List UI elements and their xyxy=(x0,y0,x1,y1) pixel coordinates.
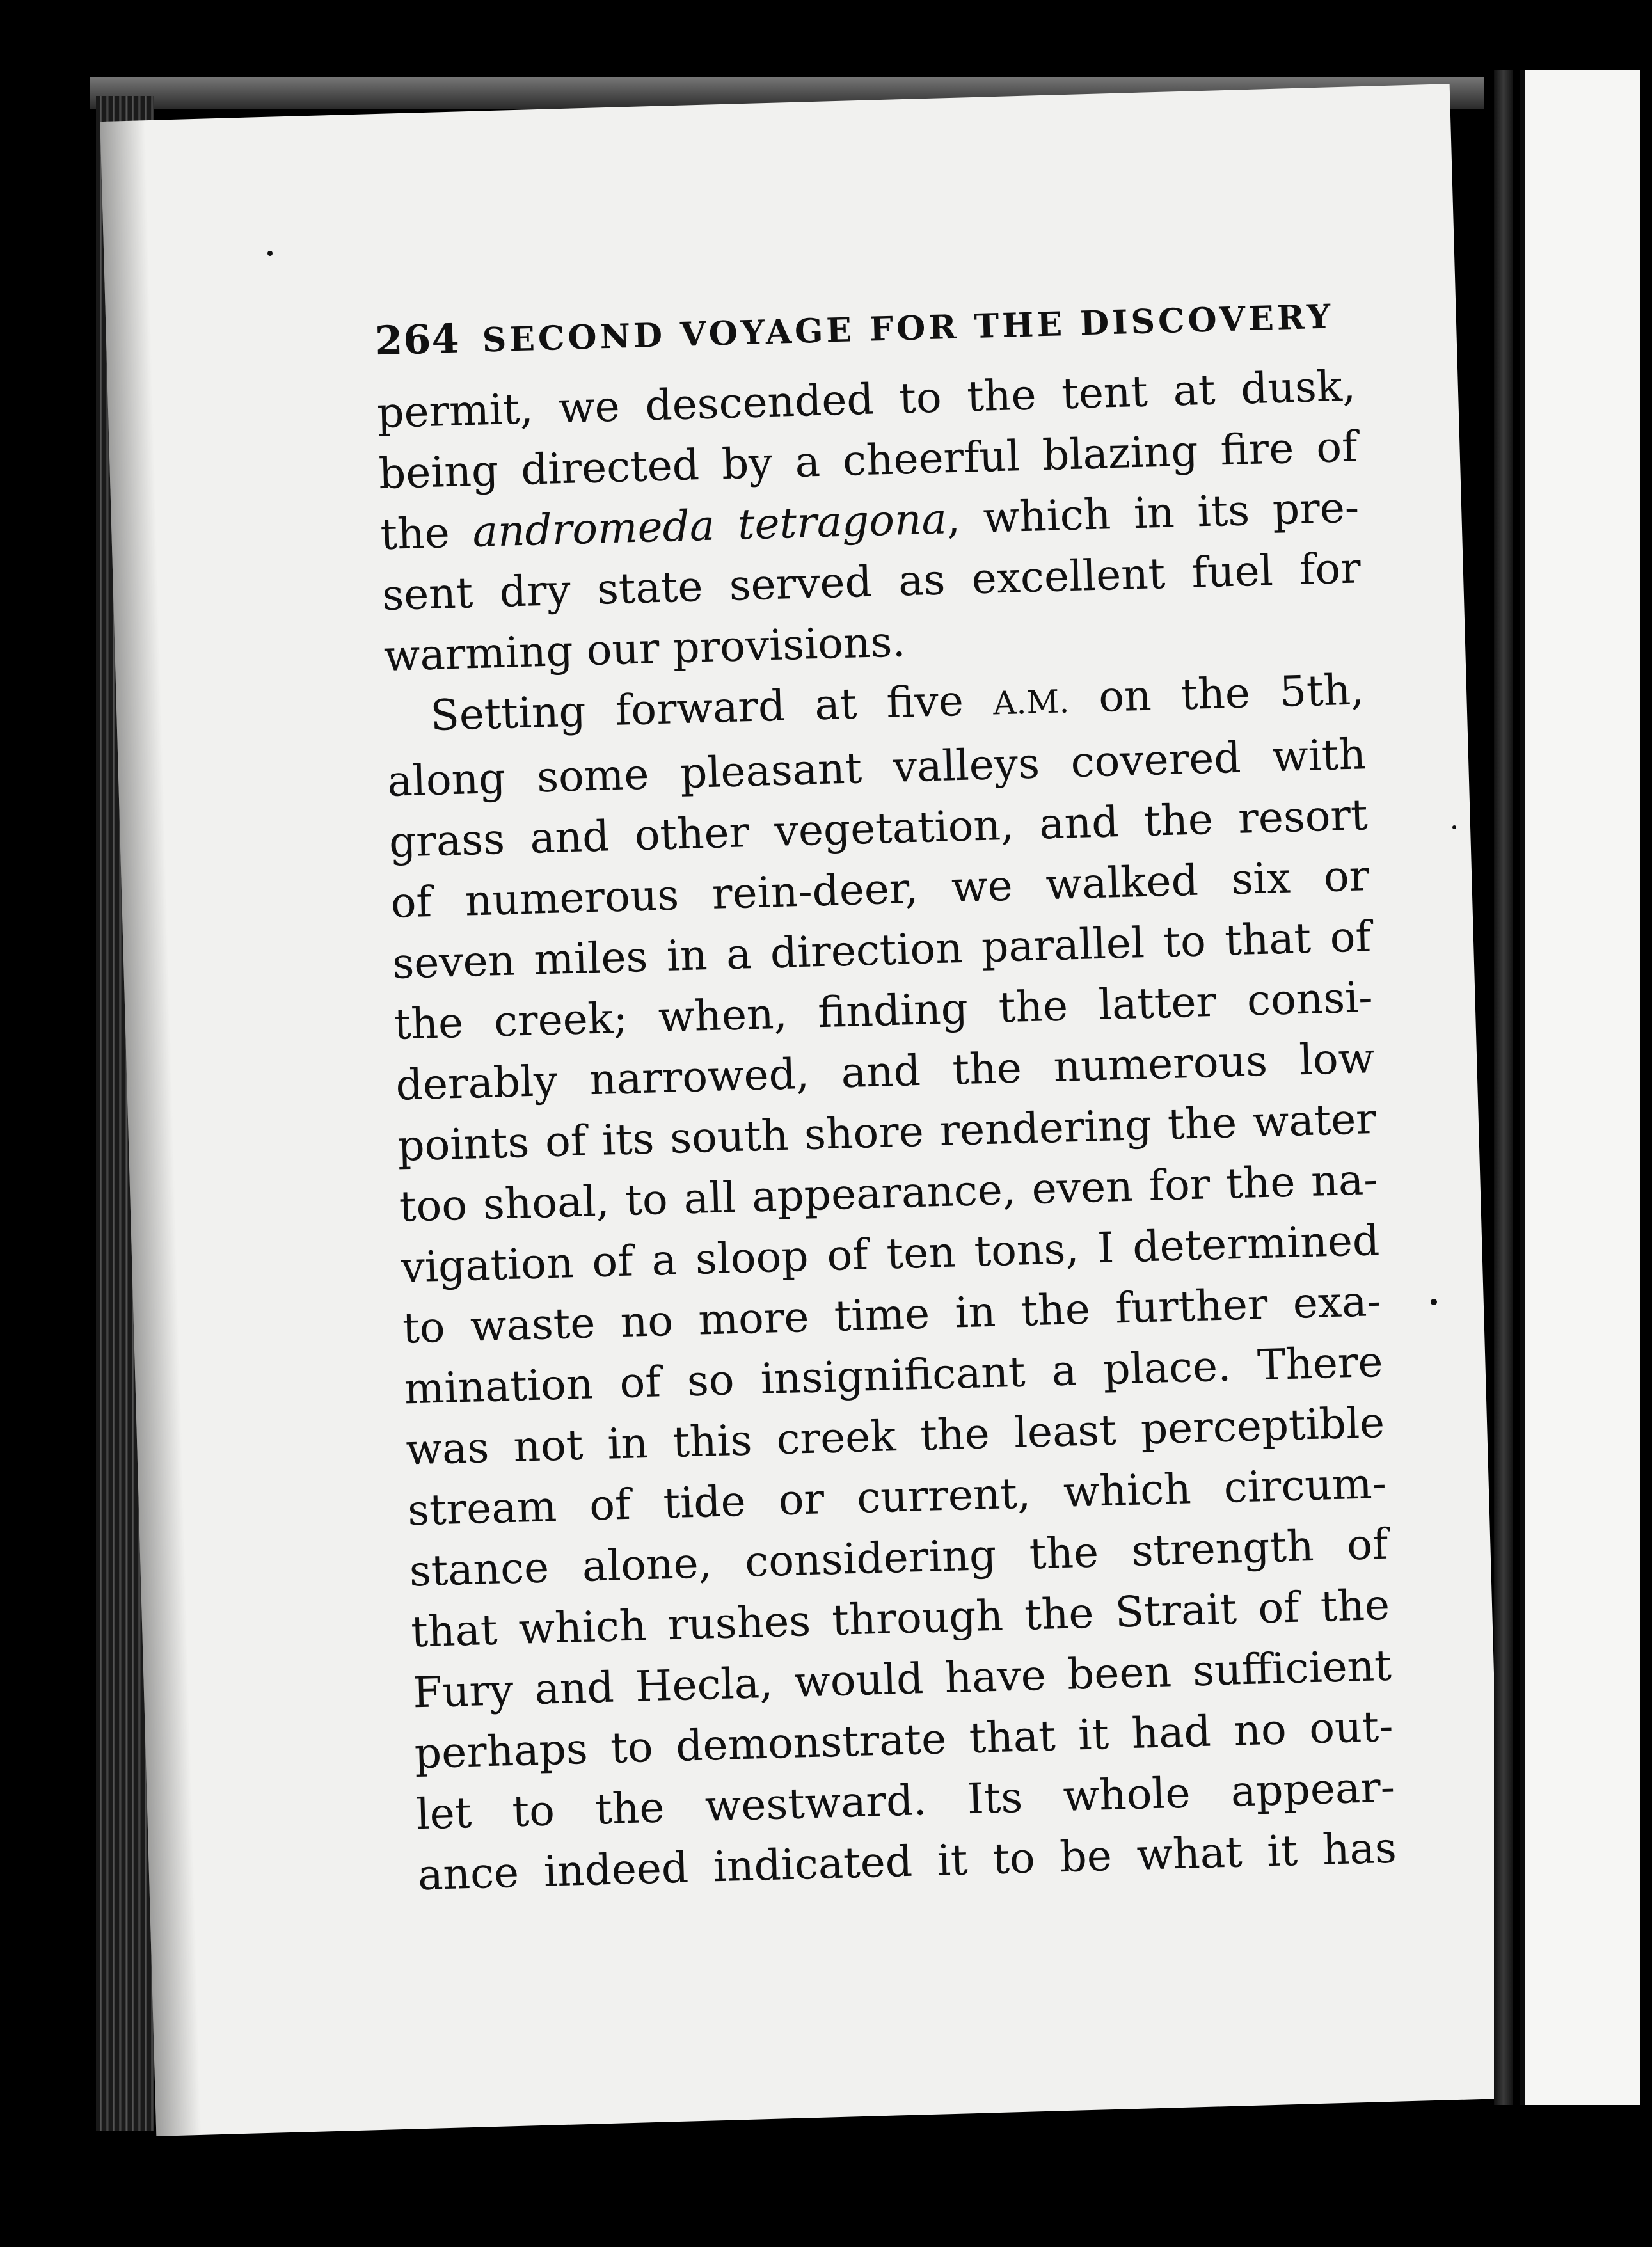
speck xyxy=(267,251,273,256)
text-line: warming our provisions. xyxy=(383,617,907,681)
text-line: vigation of a sloop of ten tons, I determined xyxy=(400,1215,1381,1292)
text-line: to waste no more time in the further exa- xyxy=(402,1276,1382,1353)
page-number: 264 xyxy=(374,315,461,365)
running-header xyxy=(374,290,1373,365)
text-line: points of its south shore rendering the water xyxy=(397,1094,1377,1171)
text-line: the andromeda tetragona, which in its pre- xyxy=(379,482,1360,560)
text-line: of numerous rein-deer, we walked six or xyxy=(390,851,1370,928)
body-text xyxy=(376,355,1397,1905)
text-line: Setting forward at five A.M. on the 5th, xyxy=(429,665,1365,741)
running-title: SECOND VOYAGE FOR THE DISCOVERY xyxy=(481,297,1335,360)
text-line: permit, we descended to the tent at dusk, xyxy=(376,361,1356,438)
page-left xyxy=(100,84,1505,2136)
text-line: that which rushes through the Strait of the xyxy=(410,1580,1391,1657)
text-line: perhaps to demonstrate that it had no out- xyxy=(413,1701,1394,1779)
italic-species-name: andromeda tetragona xyxy=(472,494,948,557)
text-line: ance indeed indicated it to be what it has xyxy=(417,1823,1397,1900)
text-line: sent dry state served as excellent fuel for xyxy=(381,543,1362,621)
text-line: was not in this creek the least perceptible xyxy=(405,1397,1386,1475)
text-line: let to the westward. Its whole appear- xyxy=(415,1762,1395,1839)
text-line: stream of tide or current, which circum- xyxy=(407,1458,1387,1536)
text-line: mination of so insignificant a place. There xyxy=(403,1337,1384,1414)
text-line: stance alone, considering the strength of xyxy=(408,1519,1389,1596)
text-line: being directed by a cheerful blazing fire of xyxy=(377,422,1358,499)
text-line: the creek; when, finding the latter consi- xyxy=(393,973,1374,1049)
time-abbreviation: A.M. xyxy=(992,683,1070,722)
page-right-edge xyxy=(1520,70,1640,2105)
book-spine-shadow xyxy=(1494,70,1513,2105)
text-line: grass and other vegetation, and the resort xyxy=(388,790,1369,867)
speck xyxy=(1452,825,1456,829)
text-line: seven miles in a direction parallel to that of xyxy=(392,912,1372,989)
text-line: derably narrowed, and the numerous low xyxy=(395,1033,1376,1110)
text-line: along some pleasant valleys covered with xyxy=(386,729,1367,806)
text-line: too shoal, to all appearance, even for the na- xyxy=(398,1154,1379,1232)
speck xyxy=(1431,1299,1437,1305)
text-line: Fury and Hecla, would have been sufficient xyxy=(412,1640,1392,1718)
